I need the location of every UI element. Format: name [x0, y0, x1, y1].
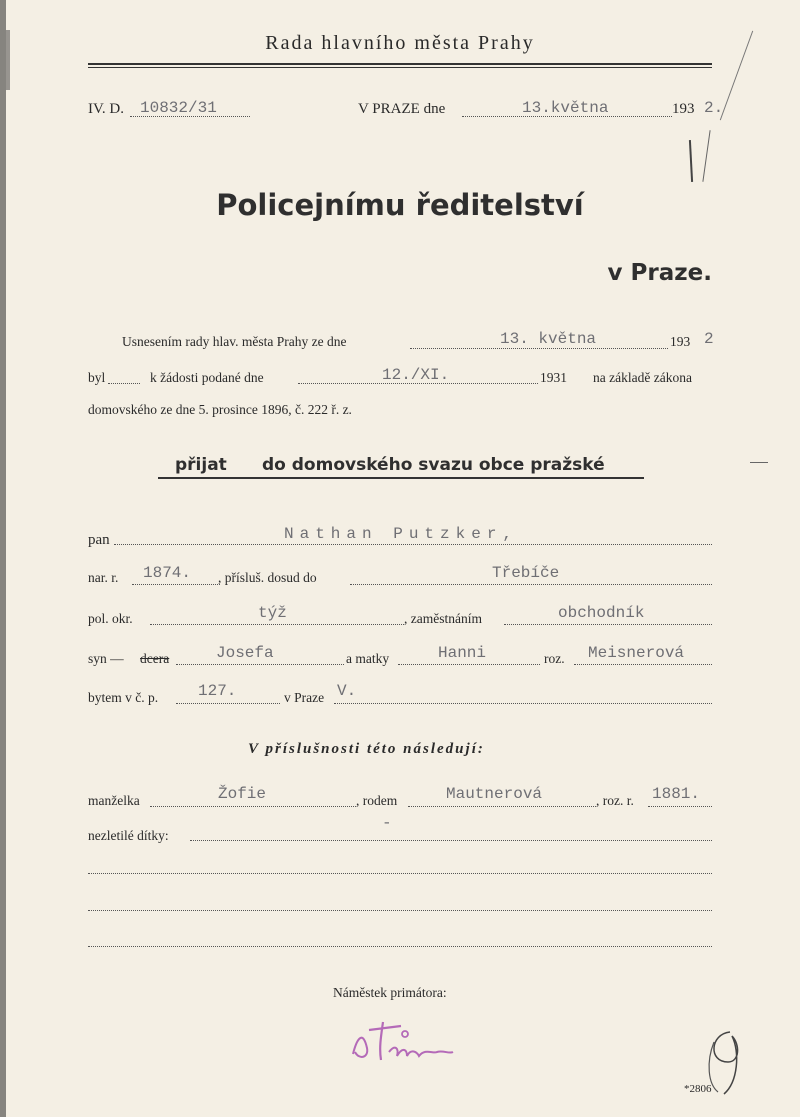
wife-birth-year: 1881.: [652, 785, 701, 803]
wife-birth-label: , roz. r.: [596, 793, 634, 808]
name-dots: [114, 544, 712, 545]
year-suffix: 2.: [704, 99, 724, 117]
wife-origin-dots: [408, 806, 596, 807]
prague-label: v Praze: [284, 690, 325, 705]
house-dots: [176, 703, 280, 704]
children-label: nezletilé dítky:: [88, 828, 169, 843]
resolution-year-suffix: 2: [704, 330, 714, 348]
byl-label: byl: [88, 370, 106, 385]
wife-label: manželka: [88, 793, 140, 808]
admission-underline: [158, 477, 644, 479]
signature-label: Náměstek primátora:: [333, 985, 447, 1000]
prague-district: V.: [337, 682, 357, 700]
maiden-dots: [574, 664, 712, 665]
daughter-label-struck: dcera: [140, 651, 170, 666]
mother-label: a matky: [346, 651, 390, 666]
district-value: týž: [258, 604, 287, 622]
paper-edge: [0, 0, 6, 1117]
reference-number: 10832/31: [140, 99, 217, 117]
law-reference: na základě zákona: [593, 370, 692, 385]
year-prefix: 193: [672, 101, 695, 117]
son-label: syn —: [88, 651, 124, 666]
district-dots: [150, 624, 404, 625]
pan-label: pan: [88, 532, 110, 548]
addressee-city: v Praze.: [607, 260, 712, 286]
birth-year: 1874.: [143, 564, 192, 582]
request-year: 1931: [540, 370, 567, 385]
wife-name: Žofie: [218, 785, 267, 803]
resolution-date: 13. května: [500, 330, 597, 348]
children-dots-4: [88, 946, 712, 947]
law-reference-detail: domovského ze dne 5. prosince 1896, č. 222 ř. z.: [88, 402, 352, 417]
handwritten-signature: [345, 1008, 465, 1068]
wife-dots: [150, 806, 356, 807]
request-label: k žádosti podané dne: [150, 370, 264, 385]
occupation: obchodník: [558, 604, 645, 622]
margin-pen-stroke: [702, 130, 710, 182]
wife-origin-label: , rodem: [356, 793, 398, 808]
mother-maiden-name: Meisnerová: [588, 644, 685, 662]
maiden-label: roz.: [544, 651, 565, 666]
house-number: 127.: [198, 682, 237, 700]
reference-prefix: IV. D.: [88, 101, 124, 117]
father-name: Josefa: [216, 644, 274, 662]
mother-dots: [398, 664, 540, 665]
wife-birth-dots: [648, 806, 712, 807]
header-rule-thin: [88, 67, 712, 68]
margin-pen-stroke: [689, 140, 693, 182]
occupation-label: , zaměstnáním: [404, 611, 482, 626]
admission-word: přijat: [175, 455, 227, 475]
admission-phrase: do domovského svazu obce pražské: [262, 455, 605, 475]
followers-heading: V příslušnosti této následují:: [248, 741, 485, 757]
domicile-label: , přísluš. dosud do: [218, 570, 317, 585]
district-label: pol. okr.: [88, 611, 133, 626]
occupation-dots: [504, 624, 712, 625]
form-number: *2806: [684, 1083, 712, 1095]
date-label: V PRAZE dne: [358, 101, 446, 117]
children-dots-3: [88, 910, 712, 911]
wife-maiden-name: Mautnerová: [446, 785, 543, 803]
birth-label: nar. r.: [88, 570, 119, 585]
byl-dots: [108, 383, 140, 384]
addressee-title: Policejnímu ředitelství: [216, 188, 584, 222]
authority-header: Rada hlavního města Prahy: [265, 32, 535, 54]
children-dots-2: [88, 873, 712, 874]
prior-domicile: Třebíče: [492, 564, 560, 582]
resolution-dots: [410, 348, 668, 349]
domicile-dots: [350, 584, 712, 585]
margin-pen-stroke: [750, 462, 768, 463]
prague-dots: [334, 703, 712, 704]
resolution-year-prefix: 193: [670, 334, 691, 349]
resolution-intro: Usnesením rady hlav. města Prahy ze dne: [122, 334, 347, 349]
person-name: Nathan Putzker,: [284, 525, 519, 543]
children-value: -: [382, 814, 392, 832]
birth-dots: [132, 584, 220, 585]
mother-name: Hanni: [438, 644, 487, 662]
request-date: 12./XI.: [382, 366, 450, 384]
residence-label: bytem v č. p.: [88, 690, 159, 705]
father-dots: [176, 664, 344, 665]
children-dots: [190, 840, 712, 841]
decision-date: 13.května: [522, 99, 609, 117]
header-rule: [88, 63, 712, 65]
